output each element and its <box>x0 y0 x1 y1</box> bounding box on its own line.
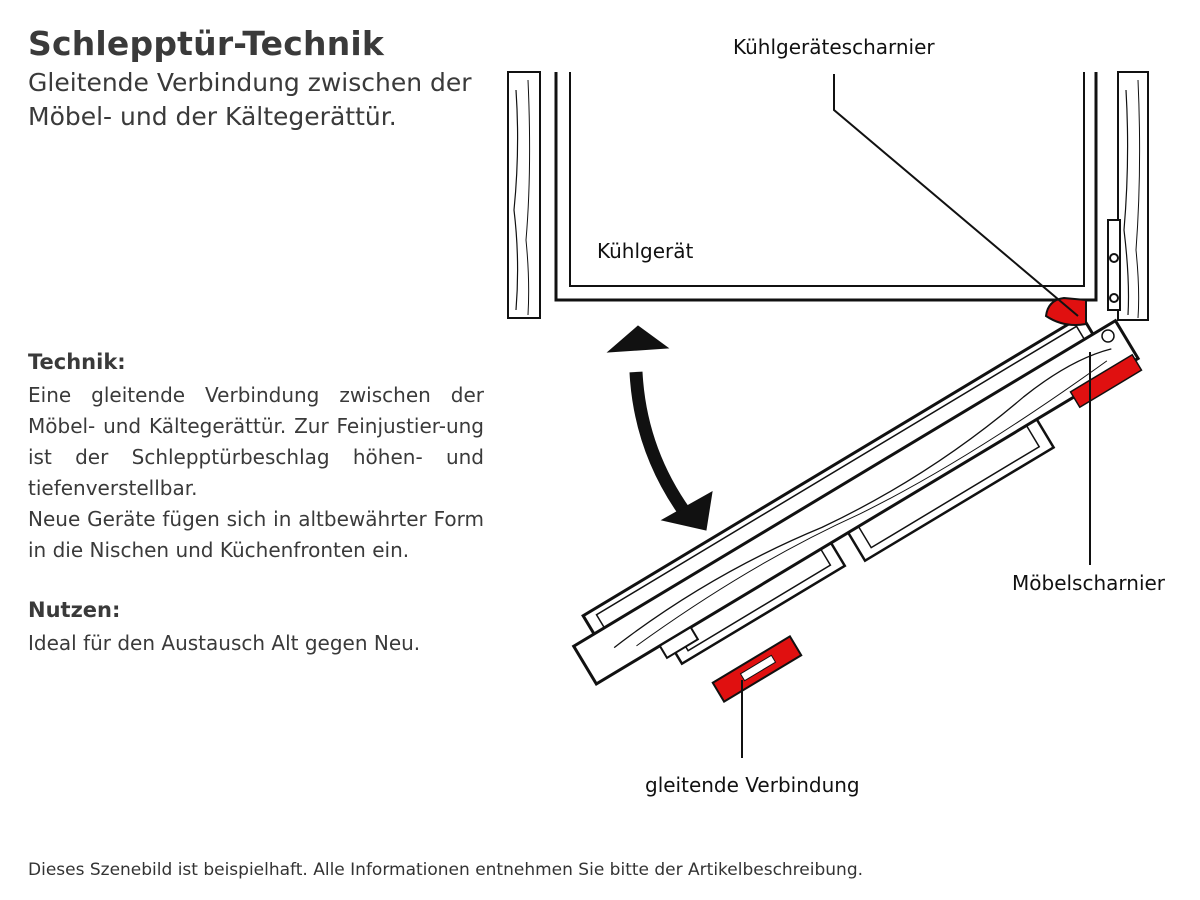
label-sliding-connection: gleitende Verbindung <box>645 773 860 797</box>
label-cooler-hinge: Kühlgerätescharnier <box>733 35 935 59</box>
left-cabinet-wall <box>508 72 540 318</box>
page-subtitle: Gleitende Verbindung zwischen der Möbel- und der Kältegerättür. <box>28 68 472 131</box>
right-cabinet-wall <box>1108 72 1148 320</box>
leader-line-cooler-hinge <box>834 74 1078 316</box>
disclaimer-text: Dieses Szenebild ist beispielhaft. Alle Informationen entnehmen Sie bitte der Artikelbeschreibung. <box>28 860 864 880</box>
label-furniture-hinge: Möbelscharnier <box>1012 571 1166 595</box>
furniture-door <box>574 321 1146 696</box>
cooler-hinge-highlight <box>1046 298 1086 325</box>
swing-arrow-icon <box>608 326 712 530</box>
nutzen-paragraph: Ideal für den Austausch Alt gegen Neu. <box>28 631 421 655</box>
technik-paragraph-1: Eine gleitende Verbindung zwischen der Möbel- und Kältegerättür. Zur Feinjustier-ung ist der Schlepptürbeschlag höhen- und tiefenverstellbar. <box>28 383 484 500</box>
technik-heading: Technik: <box>28 350 126 374</box>
nutzen-heading: Nutzen: <box>28 598 121 622</box>
sliding-connection-highlight <box>713 636 801 701</box>
page-title: Schlepptür-Technik <box>28 24 385 63</box>
refrigerator-body <box>556 72 1096 300</box>
technik-paragraph-2: Neue Geräte fügen sich in altbewährter Form in die Nischen und Küchenfronten ein. <box>28 507 484 562</box>
label-cooler: Kühlgerät <box>597 239 694 263</box>
